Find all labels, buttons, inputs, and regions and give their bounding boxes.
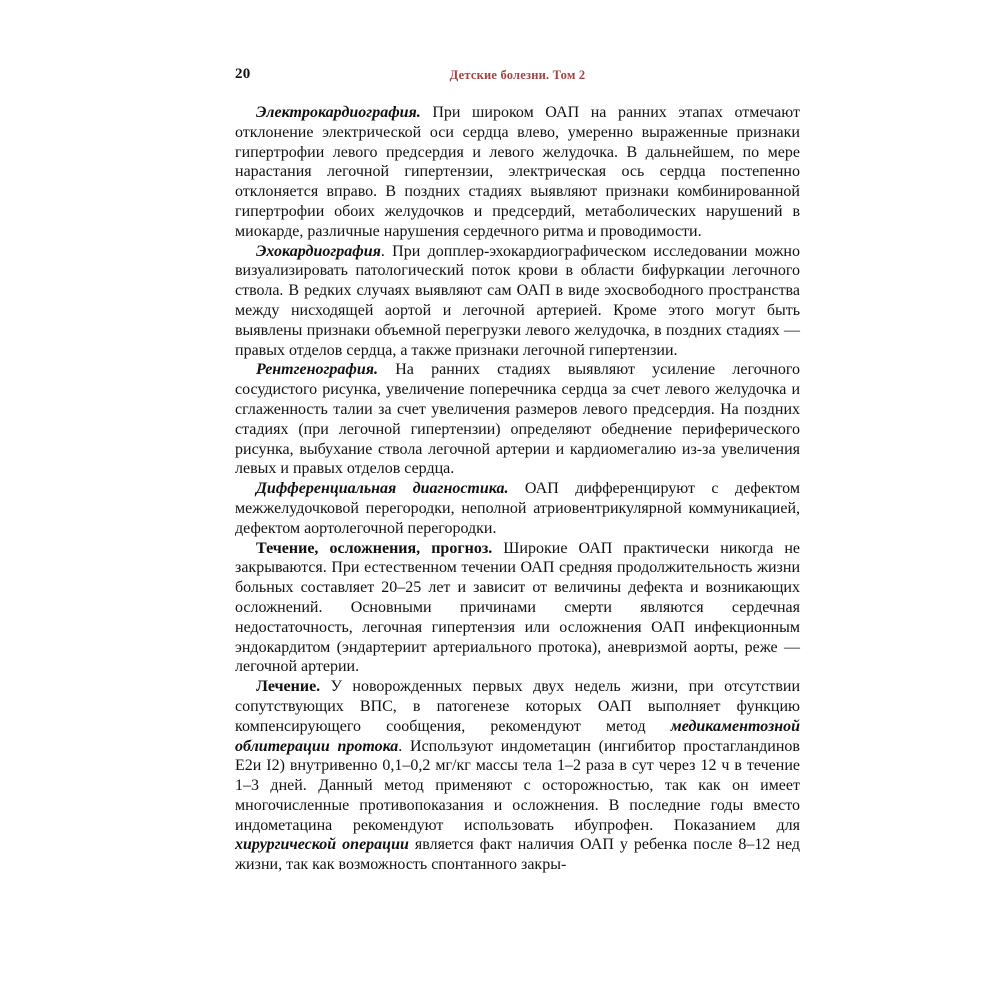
page-body [235,103,800,875]
emphasis-run: Электрокардиография. [256,104,421,121]
emphasis-run: Лечение. [256,678,321,696]
text-run: . Используют индометацин (ингибитор простагландинов Е2и I2) внутривенно 0,1–0,2 мг/кг массы тела 1–2 раза в сут через 12 ч в течение 1–3 дней. Данный метод применяют с осторожностью, так как он имеет многочисленные противопоказания и осложнения. В последние годы вместо индометацина рекомендуют использовать ибупрофен. Показанием для [235,737,800,834]
text-run: Широкие ОАП практически никогда не закрываются. При естественном течении ОАП средняя продолжительность жизни больных составляет 20–25 лет и зависит от величины дефекта и возникающих осложнений. Основными причинами смерти являются сердечная недостаточность, легочная гипертензия или осложнения ОАП инфекционным эндокардитом (эндартериит артериального протока), аневризмой аорты, реже — легочной артерии. [235,539,801,676]
text-run: ОАП дифференцируют с дефектом межжелудочковой перегородки, неполной атриовентрикулярной коммуникацией, дефектом аортолегочной перегородки. [235,480,801,537]
text-run: На ранних стадиях выявляют усиление легочного сосудистого рисунка, увеличение поперечника сердца за счет левого желудочка и сглаженность талии за счет увеличения размеров левого предсердия. На поздних стадиях (при легочной гипертензии) определяют обеднение периферического рисунка, выбухание ствола легочной артерии и кардиомегалию из-за увеличения левых и правых отделов сердца. [235,361,800,478]
emphasis-run: Рентгенография. [256,361,379,379]
page-number: 20 [235,66,251,82]
emphasis-run: медикаментозной облитерации протока [235,717,800,755]
paragraph [235,479,800,538]
emphasis-run: Эхокардиография [256,242,381,260]
text-run: является факт наличия ОАП у ребенка после 8–12 нед жизни, так как возможность спонтанного закры- [235,836,800,874]
page-header [235,66,800,86]
paragraph [235,539,800,678]
text-run: . При допплер-эхокардиографическом исследовании можно визуализировать патологический поток крови в области бифуркации легочного ствола. В редких случаях выявляют сам ОАП в виде эхосвободного пространства между нисходящей аортой и легочной артерией. Кроме этого могут быть выявлены признаки объемной перегрузки левого желудочка, в поздних стадиях — правых отделов сердца, а также признаки легочной гипертензии. [235,242,800,359]
emphasis-run: Течение, осложнения, прогноз. [256,539,493,557]
paragraph [235,677,800,875]
emphasis-run: хирургической операции [235,836,409,854]
paragraph [235,242,800,361]
emphasis-run: Дифференциальная диагностика. [256,480,509,498]
paragraph [235,360,800,479]
text-run: При широком ОАП на ранних этапах отмечают отклонение электрической оси сердца влево, умеренно выраженные признаки гипертрофии левого предсердия и левого желудочка. В дальнейшем, по мере нарастания легочной гипертензии, электрическая ось сердца постепенно отклоняется вправо. В поздних стадиях выявляют признаки комбинированной гипертрофии обоих желудочков и предсердий, метаболических нарушений в миокарде, различные нарушения сердечного ритма и проводимости. [235,104,800,240]
text-run: У новорожденных первых двух недель жизни, при отсутствии сопутствующих ВПС, в патогенезе которых ОАП выполняет функцию компенсирующего сообщения, рекомендуют метод [235,678,800,735]
running-head: Детские болезни. Том 2 [449,68,586,82]
paragraph [235,103,800,242]
